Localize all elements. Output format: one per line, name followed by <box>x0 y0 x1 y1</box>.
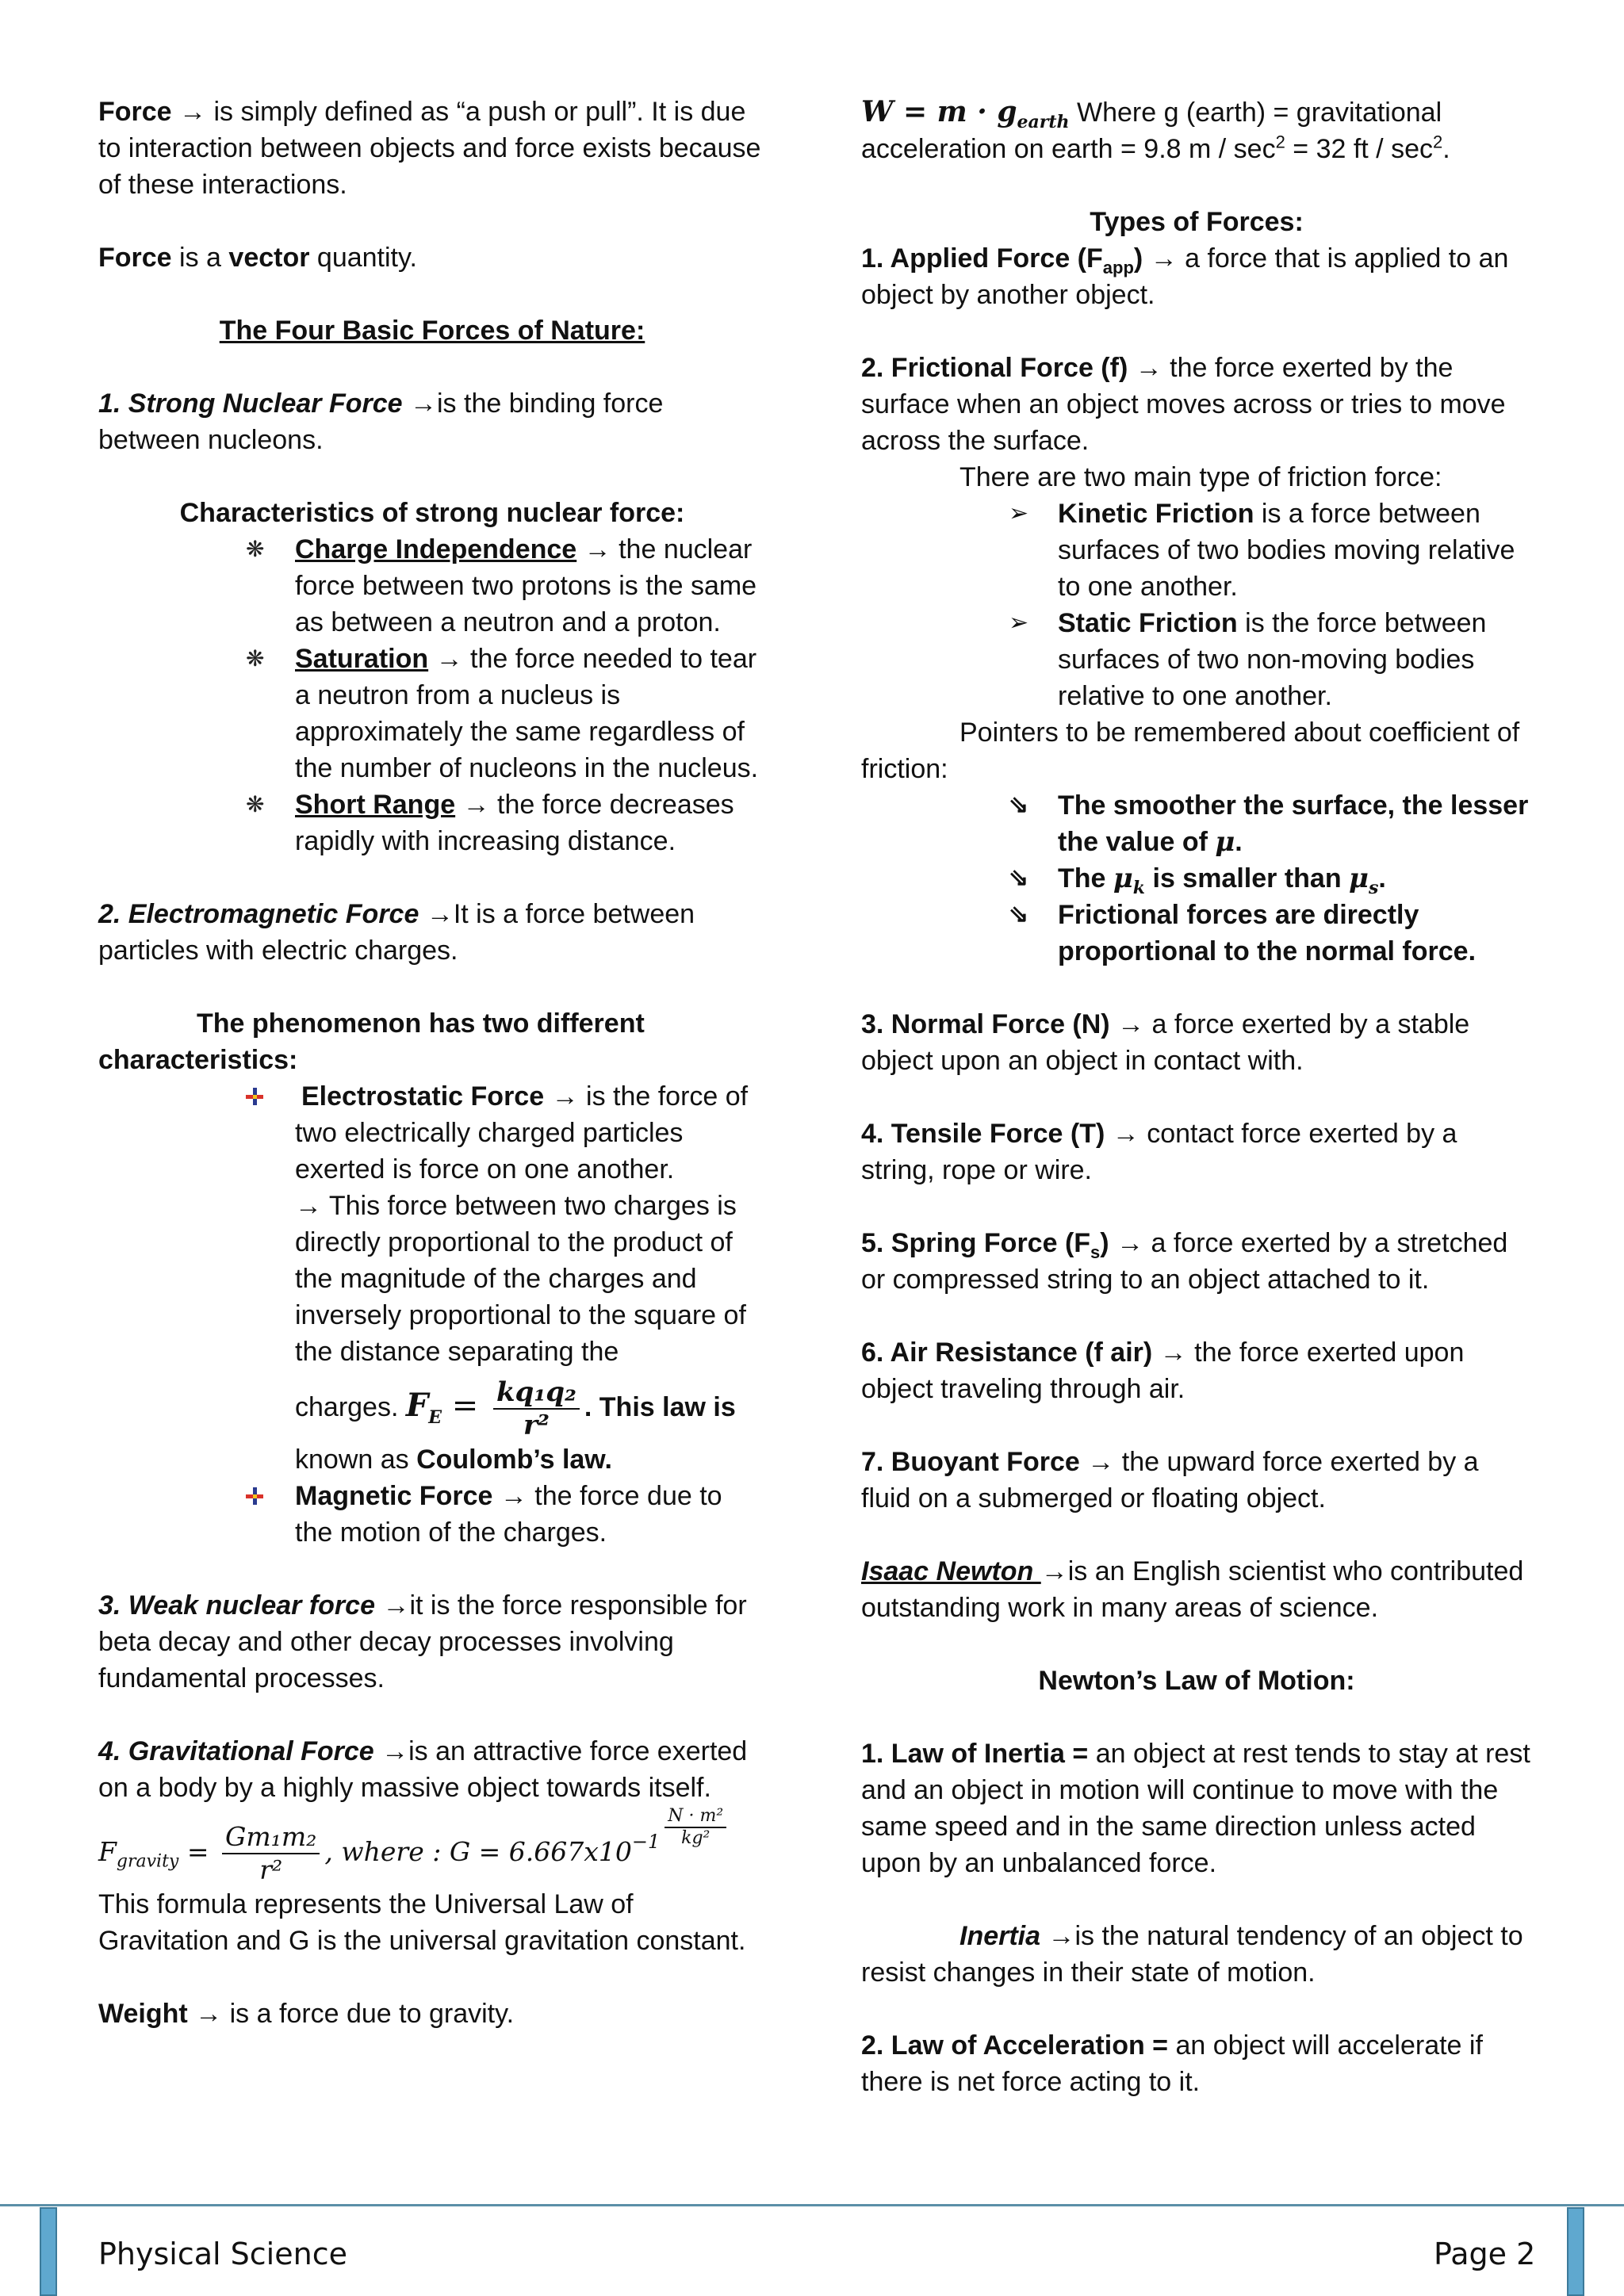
text: . <box>1235 827 1243 857</box>
title: 4. Gravitational Force <box>98 1736 382 1766</box>
text: It is a force between particles with electric charges. <box>98 899 695 966</box>
pointer-bullet-icon: ⇘ <box>1009 865 1029 891</box>
numerator: N · m² <box>665 1806 726 1828</box>
pointer-bullet-icon: ⇘ <box>1009 792 1029 818</box>
term: Weight <box>98 1999 188 2029</box>
text: the force exerted by the surface when an object moves across or tries to move across the surface. <box>861 353 1506 456</box>
list-item <box>98 1478 766 1551</box>
subscript: earth <box>1017 112 1070 133</box>
list-item <box>861 860 1532 897</box>
snowflake-bullet-icon: ❋ <box>246 646 265 671</box>
title: 7. Buoyant Force <box>861 1447 1080 1477</box>
term: vector <box>228 243 310 273</box>
text: . This law is <box>584 1391 736 1422</box>
text: . <box>1378 863 1386 894</box>
law-of-acceleration <box>861 2027 1532 2100</box>
text: the force exerted upon object traveling through air. <box>861 1337 1465 1404</box>
text: the upward force exerted by a fluid on a submerged or floating object. <box>861 1447 1479 1513</box>
title: 5. Spring Force (F <box>861 1228 1091 1258</box>
subscript: gravity <box>116 1851 179 1872</box>
subscript: k <box>1132 877 1146 898</box>
gravity-fraction <box>222 1821 320 1886</box>
title: 2. Electromagnetic Force <box>98 899 427 929</box>
list-item <box>861 897 1532 970</box>
symbol: F <box>98 1836 117 1867</box>
title: ) <box>1133 243 1143 274</box>
arrow-icon: → <box>295 1191 322 1221</box>
superscript: 2 <box>1275 132 1285 152</box>
text: is the force of two electrically charged particles exerted is force on one another. <box>295 1081 749 1184</box>
title: 3. Weak nuclear force <box>98 1590 383 1621</box>
formula-text: W = m · g <box>861 95 1017 128</box>
strong-characteristics-list <box>98 531 766 859</box>
friction-types-intro: There are two main type of friction force: <box>959 462 1442 492</box>
tensile-force-definition <box>861 1115 1532 1188</box>
arrow-icon: → <box>584 534 611 564</box>
text: , where : G = 6.667x10 <box>324 1836 632 1867</box>
term: Electrostatic Force <box>301 1081 545 1112</box>
arrow-icon: → <box>382 1590 410 1621</box>
text: the nuclear force between two protons is the same as between a neutron and a proton. <box>295 534 757 637</box>
heading-line: characteristics: <box>98 1045 298 1075</box>
arrow-icon: → <box>462 790 490 820</box>
em-characteristics-list <box>98 1078 766 1551</box>
text: is an English scientist who contributed outstanding work in many areas of science. <box>861 1556 1524 1623</box>
friction-force-definition <box>861 350 1532 459</box>
plus-bullet-icon <box>246 1487 263 1505</box>
gravitation-law-text: This formula represents the Universal Law of Gravitation and G is the universal gravitation constant. <box>98 1889 746 1956</box>
unit-fraction <box>665 1806 726 1849</box>
text: charges. <box>295 1391 406 1422</box>
arrow-icon: → <box>1040 1556 1068 1586</box>
pointers-intro: Pointers to be remembered about coefficient of friction: <box>861 718 1520 784</box>
pointer-bullet-icon: ⇘ <box>1009 901 1029 928</box>
arrow-icon: → <box>1112 1119 1139 1149</box>
footer-accent-left <box>40 2207 57 2296</box>
term: Short Range <box>295 790 456 820</box>
text: a force exerted by a stretched or compressed string to an object attached to it. <box>861 1228 1508 1295</box>
term: Charge Independence <box>295 534 577 564</box>
footer-accent-right <box>1567 2207 1584 2296</box>
arrow-icon: → <box>435 644 463 674</box>
text: it is the force responsible for beta decay and other decay processes involving fundamental processes. <box>98 1590 747 1693</box>
numerator: Gm₁m₂ <box>222 1821 320 1854</box>
mu-symbol: μ <box>1215 826 1235 858</box>
exponent: −1 <box>631 1831 661 1853</box>
text: This force between two charges is directly proportional to the product of the magnitude of the charges and inversely proportional to the square of the distance separating the <box>295 1191 746 1367</box>
arrow-icon: → <box>551 1081 579 1112</box>
text: an object at rest tends to stay at rest and an object in motion will continue to move with the same speed and in the same direction unless acted upon by an unbalanced force. <box>861 1739 1530 1878</box>
text: Frictional forces are directly proportional to the normal force. <box>1058 900 1477 966</box>
force-vector-note <box>98 239 766 276</box>
footer-divider <box>0 2204 1624 2206</box>
list-item <box>98 641 766 786</box>
formula-lhs <box>405 1386 442 1428</box>
list-item <box>861 787 1532 860</box>
arrow-icon: → <box>1087 1447 1115 1477</box>
text: The smoother the surface, the lesser the value of <box>1058 790 1529 857</box>
term: Coulomb’s law. <box>416 1445 612 1475</box>
four-forces-heading: The Four Basic Forces of Nature: <box>219 316 645 346</box>
title: 1. Applied Force (F <box>861 243 1103 274</box>
weak-force-definition <box>98 1587 766 1697</box>
law-of-inertia <box>861 1735 1532 1881</box>
arrow-icon: → <box>1150 243 1178 274</box>
term: Magnetic Force <box>295 1481 493 1511</box>
newton-bio <box>861 1553 1532 1626</box>
title: 2. Law of Acceleration = <box>861 2030 1169 2061</box>
strong-characteristics-heading: Characteristics of strong nuclear force: <box>179 498 685 528</box>
strong-force-definition <box>98 385 766 458</box>
text: a force that is applied to an object by another object. <box>861 243 1509 310</box>
arrow-icon: → <box>1117 1009 1145 1039</box>
text: is a force between surfaces of two bodies moving relative to one another. <box>1058 499 1515 602</box>
arrowhead-bullet-icon: ➢ <box>1009 610 1029 636</box>
equals: = <box>442 1387 488 1424</box>
text: is the force between surfaces of two non-moving bodies relative to one another. <box>1058 608 1487 711</box>
text: Where g (earth) = gravitational acceleration on earth = 9.8 m / sec <box>861 98 1442 164</box>
term: Static Friction <box>1058 608 1238 638</box>
spring-force-definition <box>861 1225 1532 1298</box>
numerator: kq₁q₂ <box>493 1376 580 1410</box>
list-item <box>98 786 766 859</box>
title: 3. Normal Force (N) <box>861 1009 1110 1039</box>
text: = 32 ft / sec <box>1285 134 1433 164</box>
arrow-icon: → <box>500 1481 527 1511</box>
em-force-definition <box>98 896 766 969</box>
text: an object will accelerate if there is net force acting to it. <box>861 2030 1483 2097</box>
subscript: E <box>428 1406 442 1428</box>
subscript: app <box>1102 257 1134 277</box>
types-heading: Types of Forces: <box>1090 207 1304 237</box>
page-number: Page 2 <box>1434 2237 1536 2271</box>
list-item <box>861 496 1532 605</box>
superscript: 2 <box>1432 132 1443 152</box>
footer-subject: Physical Science <box>98 2237 347 2271</box>
subscript: s <box>1090 1242 1101 1262</box>
symbol: F <box>405 1386 429 1424</box>
buoyant-force-definition <box>861 1444 1532 1517</box>
arrow-icon: → <box>1116 1228 1144 1258</box>
equals: = <box>178 1836 217 1867</box>
text: is the binding force between nucleons. <box>98 388 664 455</box>
term: Saturation <box>295 644 429 674</box>
name: Isaac Newton <box>861 1556 1041 1586</box>
text: quantity. <box>309 243 417 273</box>
weight-formula <box>861 94 1532 167</box>
arrow-icon: → <box>381 1736 409 1766</box>
text: the force needed to tear a neutron from a nucleus is approximately the same regardless of the number of nucleons in the nucleus. <box>295 644 759 783</box>
title: 4. Tensile Force (T) <box>861 1119 1105 1149</box>
arrow-icon: → <box>410 388 437 419</box>
denominator: r² <box>259 1854 283 1885</box>
applied-force-definition <box>861 240 1532 313</box>
right-column <box>861 94 1532 2100</box>
title: ) <box>1100 1228 1109 1258</box>
laws-heading: Newton’s Law of Motion: <box>1038 1666 1355 1696</box>
term: Inertia <box>959 1921 1048 1951</box>
text: The <box>1058 863 1113 894</box>
air-resistance-definition <box>861 1334 1532 1407</box>
denominator: r² <box>523 1410 550 1441</box>
heading-line: The phenomenon has two different <box>197 1008 645 1039</box>
arrow-icon: → <box>179 97 207 127</box>
coulomb-fraction <box>493 1376 580 1441</box>
plus-bullet-icon <box>246 1088 263 1105</box>
arrow-icon: → <box>426 899 454 929</box>
title: 2. Frictional Force (f) <box>861 353 1128 383</box>
list-item <box>98 531 766 641</box>
mu-symbol: μ <box>1349 863 1369 894</box>
friction-types-list <box>861 496 1532 714</box>
denominator: kg² <box>681 1828 710 1848</box>
snowflake-bullet-icon: ❋ <box>246 792 265 817</box>
text: the force decreases rapidly with increasing distance. <box>295 790 734 856</box>
term: Kinetic Friction <box>1058 499 1254 529</box>
text: known as <box>295 1445 417 1475</box>
arrowhead-bullet-icon: ➢ <box>1009 500 1029 526</box>
text: . <box>1442 134 1450 164</box>
weight-definition <box>98 1996 766 2032</box>
text: is a force due to gravity. <box>222 1999 515 2029</box>
inertia-definition <box>861 1918 1532 1991</box>
force-definition <box>98 94 766 203</box>
coulomb-formula-line <box>295 1376 736 1441</box>
list-item <box>861 605 1532 714</box>
arrow-icon: → <box>1135 353 1162 383</box>
text: is a <box>171 243 229 273</box>
text: is the natural tendency of an object to resist changes in their state of motion. <box>861 1921 1523 1988</box>
text: the force due to the motion of the charges. <box>295 1481 722 1548</box>
arrow-icon: → <box>1159 1337 1187 1368</box>
arrow-icon: → <box>195 1999 223 2029</box>
title: 6. Air Resistance (f air) <box>861 1337 1153 1368</box>
text: contact force exerted by a string, rope or wire. <box>861 1119 1457 1185</box>
title: 1. Strong Nuclear Force <box>98 388 410 419</box>
title: 1. Law of Inertia = <box>861 1739 1089 1769</box>
mu-symbol: μ <box>1113 863 1133 894</box>
list-item <box>98 1078 766 1478</box>
formula <box>861 95 1070 133</box>
normal-force-definition <box>861 1006 1532 1079</box>
grav-force-definition <box>98 1733 766 1806</box>
left-column <box>98 94 766 2032</box>
snowflake-bullet-icon: ❋ <box>246 537 265 561</box>
text: is smaller than <box>1145 863 1350 894</box>
text: is an attractive force exerted on a body by a highly massive object towards itself. <box>98 1736 748 1803</box>
subscript: s <box>1368 877 1379 898</box>
text: a force exerted by a stable object upon an object in contact with. <box>861 1009 1470 1076</box>
text: is simply defined as “a push or pull”. It is due to interaction between objects and force exists because of these interactions. <box>98 97 761 200</box>
em-characteristics-heading <box>98 1005 766 1078</box>
term: Force <box>98 243 172 273</box>
pointers-list <box>861 787 1532 970</box>
term: Force <box>98 97 172 127</box>
gravity-formula <box>98 1806 766 1886</box>
arrow-icon: → <box>1048 1921 1075 1951</box>
